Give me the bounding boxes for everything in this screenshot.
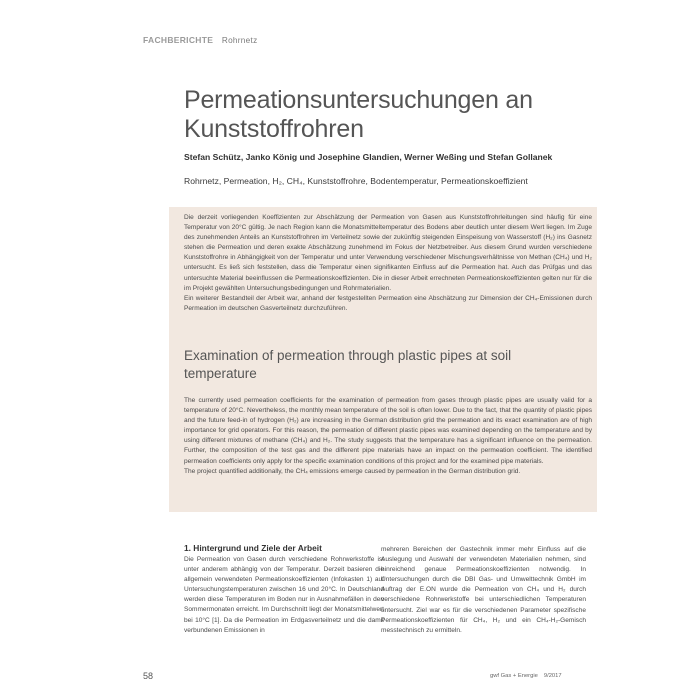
article-title: Permeationsuntersuchungen an Kunststoffrohren [184, 86, 533, 143]
section-heading: 1. Hintergrund und Ziele der Arbeit [184, 543, 322, 553]
page-number: 58 [143, 671, 154, 681]
abstract-english-para-2: The project quantified additionally, the CH₄ emissions emerge caused by permeation in the German distribution grid. [184, 467, 521, 475]
abstract-german-para-1: Die derzeit vorliegenden Koeffizienten zur Abschätzung der Permeation von Gasen aus Kunststoffrohrleitungen sind häufig für eine Temperatur von 20°C gültig. Je nach Region kann die Monatsmitteltemperatur des Bodens aber deutlich unter diesem Wert liegen. Im Zuge des zunehmenden Anteils an Kunststoffrohren im Verteilnetz sowie der zukünftig steigenden Einspeisung von Wasserstoff (H₂) ins Gasnetz stehen die Permeation und deren exakte Abschätzung zunehmend im Fokus der Netzbetreiber. Aus diesem Grund wurden verschiedene Kunststoffrohre in Abhängigkeit von der Temperatur und unter Verwendung verschiedener Mischungsverhältnisse von Methan (CH₄) und H₂ untersucht. Es ließ sich feststellen, dass die Temperatur einen signifikanten Einfluss auf die Permeation hat. Auch das Prüfgas und das untersuchte Material beeinflussen die Permeationskoeffizienten. Die in dieser Arbeit errechneten Permeationskoeffizienten gelten nur für die im Projekt gewählten Untersuchungsbedingungen und Rohrmaterialien. [184, 214, 592, 292]
body-column-left [184, 543, 384, 636]
journal-name: gwf Gas + Energie [490, 673, 538, 679]
body-column-right [381, 545, 586, 636]
section-category: FACHBERICHTE [143, 35, 214, 45]
article-keywords: Rohrnetz, Permeation, H₂, CH₄, Kunststoffrohre, Bodentemperatur, Permeationskoeffizient [184, 176, 528, 186]
body-text-right: mehreren Bereichen der Gastechnik immer mehr Einfluss auf die Auslegung und Auswahl der verwendeten Materialien nehmen, sind hinreichend genaue Permeationskoeffizienten notwendig. In Untersuchungen durch die DBI Gas- und Umwelttechnik GmbH im Auftrag der E.ON wurde die Permeation von CH₄ und H₂ durch verschiedene Rohrwerkstoffe bei unterschiedlichen Temperaturen untersucht. Ziel war es für die verschiedenen Parameter spezifische Permeationskoeffizienten für CH₄, H₂ und ein CH₄-H₂-Gemisch messtechnisch zu ermitteln. [381, 546, 586, 634]
journal-footer [484, 673, 562, 679]
running-header [143, 35, 257, 45]
section-subcategory: Rohrnetz [221, 36, 258, 45]
journal-issue: 9/2017 [543, 673, 562, 679]
abstract-english [184, 396, 592, 477]
abstract-english-para-1: The currently used permeation coefficients for the examination of permeation from gases through plastic pipes are usually valid for a temperature of 20°C. Nevertheless, the monthly mean temperature of the soil is often lower. Due to the fact, that the quantity of plastic pipes and the future feed-in of hydrogen (H₂) are increasing in the German distribution grid the permeation and its exact examination are of high importance for grid operators. For this reason, the permeation of different plastic pipes was examined depending on the temperature and by using different mixtures of methane (CH₄) and H₂. The study suggests that the temperature has a significant influence on the permeation. Further, the composition of the test gas and the different pipe materials have an impact on the permeation coefficient. The identified permeation coefficients only apply for the specific examination conditions of this project and for the examined pipe materials. [184, 397, 592, 465]
body-text-left: Die Permeation von Gasen durch verschiedene Rohrwerkstoffe ist unter anderem abhängig von der Temperatur. Derzeit basieren die allgemein verwendeten Permeationskoeffizienten (Infokasten 1) auf Untersuchungstemperaturen zwischen 16 und 20°C. In Deutschland werden diese Temperaturen im Boden nur in Ausnahmefällen in den Sommermonaten erreicht. Im Durchschnitt liegt der Monatsmittelwert bei 10°C [1]. Da die Permeation im Erdgasverteilnetz und die damit verbundenen Emissionen in [184, 556, 384, 634]
abstract-german [184, 213, 592, 314]
article-authors: Stefan Schütz, Janko König und Josephine Glandien, Werner Weßing und Stefan Gollanek [184, 152, 553, 162]
english-title: Examination of permeation through plastic pipes at soil temperature [184, 348, 512, 381]
abstract-german-para-2: Ein weiterer Bestandteil der Arbeit war, anhand der festgestellten Permeation eine Abschätzung zur Dimension der CH₄-Emissionen durch Permeation im deutschen Gasverteilnetz durchzuführen. [184, 294, 592, 312]
